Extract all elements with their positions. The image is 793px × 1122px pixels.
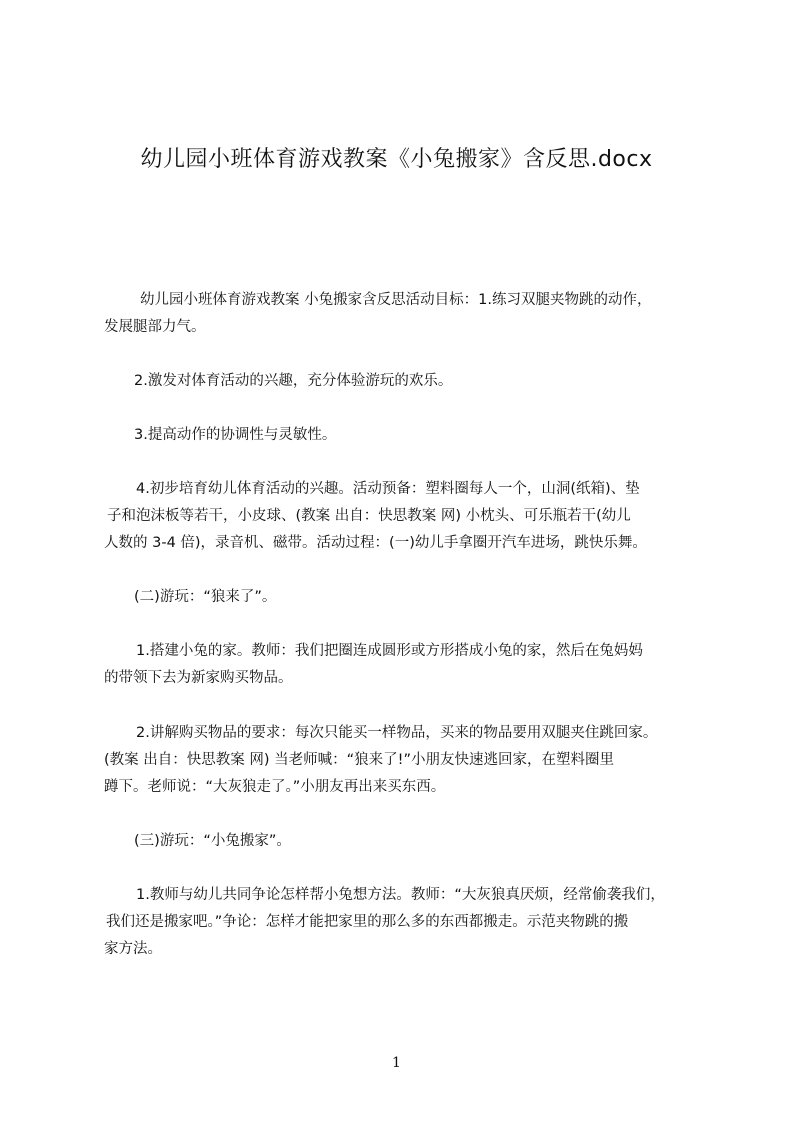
text-line: 蹲下。老师说：“大灰狼走了。”小朋友再出来买东西。 [104, 779, 446, 795]
text-line: 4.初步培育幼儿体育活动的兴趣。活动预备：塑料圈每人一个，山洞(纸箱)、垫 [136, 481, 640, 497]
text-line: (二)游玩：“狼来了”。 [134, 589, 277, 605]
text-line: 1.教师与幼儿共同争论怎样帮小兔想方法。教师：“大灰狼真厌烦，经常偷袭我们， [136, 887, 665, 903]
text-line: 发展腿部力气。 [104, 319, 206, 335]
text-line: (三)游玩：“小兔搬家”。 [134, 833, 291, 849]
text-line: 1.搭建小兔的家。教师：我们把圈连成圆形或方形搭成小兔的家，然后在兔妈妈 [136, 643, 643, 659]
text-line: 家方法。 [104, 941, 162, 957]
text-line: 2.讲解购买物品的要求：每次只能买一样物品，买来的物品要用双腿夹住跳回家。 [136, 725, 658, 741]
text-line: 子和泡沫板等若干，小皮球、(教案 出自：快思教案 网) 小枕头、可乐瓶若干(幼儿 [107, 508, 631, 524]
text-line: 3.提高动作的协调性与灵敏性。 [134, 427, 337, 443]
page-number: 1 [392, 1055, 401, 1071]
text-line: (教案 出自：快思教案 网) 当老师喊：“狼来了!”小朋友快速逃回家，在塑料圈里 [104, 752, 614, 768]
text-line: 2.激发对体育活动的兴趣，充分体验游玩的欢乐。 [134, 373, 453, 389]
text-line: 幼儿园小班体育游戏教案 小兔搬家含反思活动目标：1.练习双腿夹物跳的动作， [140, 292, 652, 308]
text-line: 我们还是搬家吧。”争论：怎样才能把家里的那么多的东西都搬走。示范夹物跳的搬 [106, 914, 629, 930]
document-title: 幼儿园小班体育游戏教案《小兔搬家》含反思.docx [140, 147, 653, 172]
text-line: 的带领下去为新家购买物品。 [104, 670, 293, 686]
text-line: 人数的 3-4 倍)，录音机、磁带。活动过程：(一)幼儿手拿圈开汽车进场，跳快乐舞。 [104, 535, 647, 551]
